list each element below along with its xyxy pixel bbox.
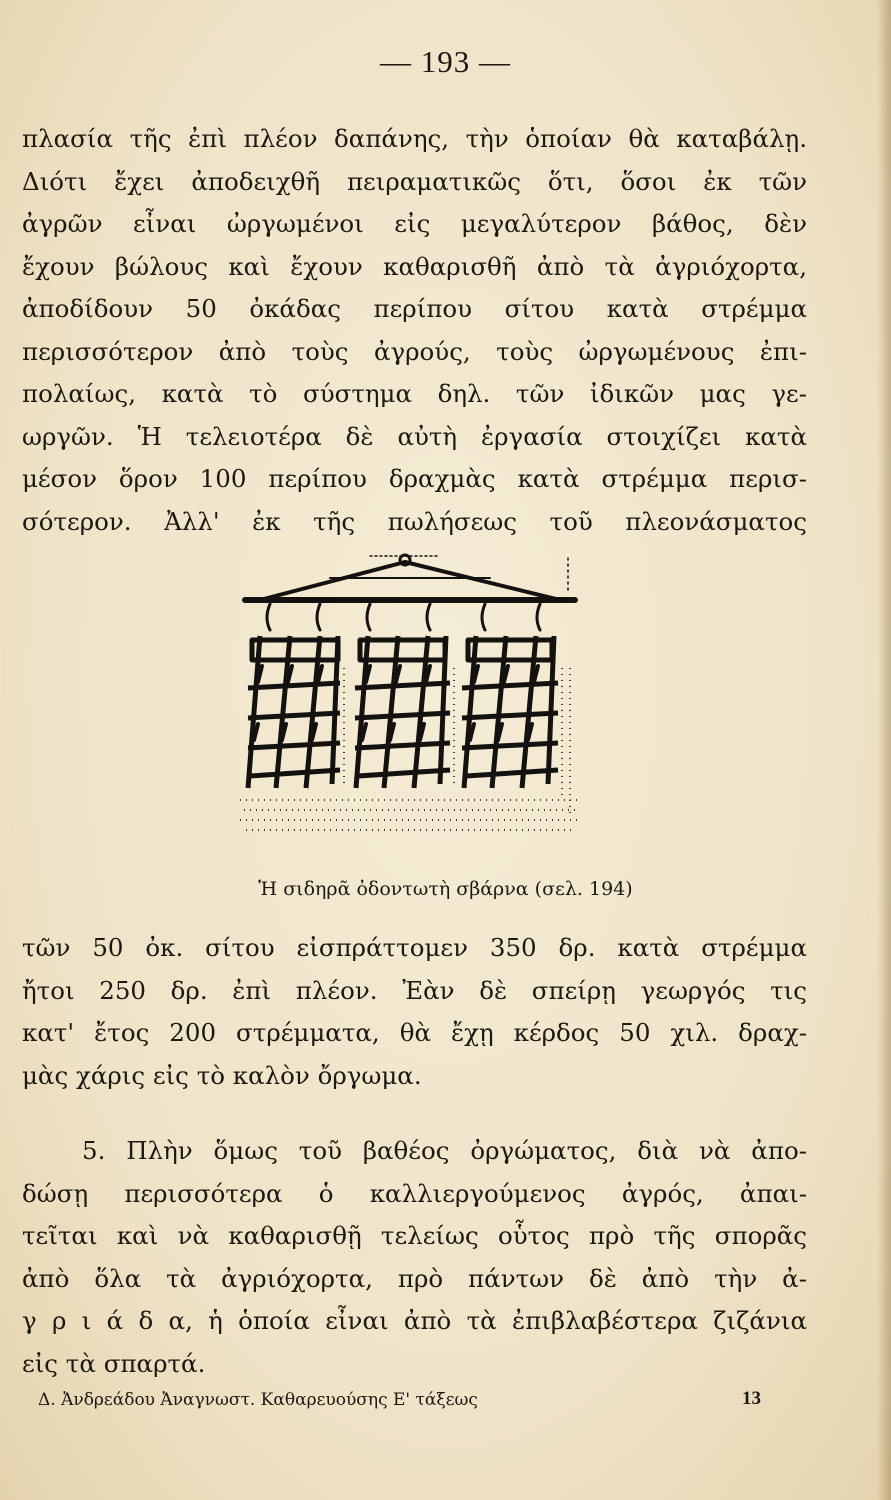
iron-toothed-harrow-illustration [240, 548, 585, 863]
text-line: ἀπὸ ὅλα τὰ ἀγριόχορτα, πρὸ πάντων δὲ ἀπὸ τὴν ἀ- [22, 1263, 807, 1293]
paragraph-1 [22, 118, 807, 543]
text-line: τεῖται καὶ νὰ καθαρισθῇ τελείως οὗτος πρὸ τῆς σπορᾶς [22, 1221, 807, 1250]
text-line: εἰς τὰ σπαρτά. [22, 1348, 206, 1378]
text-line: μὰς χάρις εἰς τὸ καλὸν ὄργωμα. [22, 1060, 422, 1090]
page-number: — 193 — [380, 44, 511, 79]
figure-caption: Ἡ σιδηρᾶ ὀδοντωτὴ σβάρνα (σελ. 194) [258, 878, 633, 900]
text-line: κατ' ἔτος 200 στρέμματα, θὰ ἔχῃ κέρδος 50 χιλ. δραχ- [22, 1018, 807, 1047]
text-line: μέσον ὅρον 100 περίπου δραχμὰς κατὰ στρέμμα περισ- [22, 464, 807, 493]
text-line: ωργῶν. Ἡ τελειοτέρα δὲ αὐτὴ ἐργασία στοιχίζει κατὰ [22, 421, 807, 451]
signature-mark: 13 [742, 1388, 761, 1409]
paragraph-3 [22, 1130, 807, 1385]
footer-book-title: Δ. Ἀνδρεάδου Ἀναγνωστ. Καθαρευούσης Ε' τάξεως [38, 1390, 478, 1410]
text-line: 5. Πλὴν ὅμως τοῦ βαθέος ὀργώματος, διὰ νὰ ἀπο- [82, 1136, 807, 1165]
text-line: ἔχουν βώλους καὶ ἔχουν καθαρισθῆ ἀπὸ τὰ ἀγριόχορτα, [22, 251, 807, 281]
text-line: πολαίως, κατὰ τὸ σύστημα δηλ. τῶν ἰδικῶν μας γε- [22, 379, 807, 408]
page-edge-shadow [877, 0, 891, 1500]
text-line: γ ρ ι ά δ α, ἡ ὁποία εἶναι ἀπὸ τὰ ἐπιβλαβέστερα ζιζάνια [22, 1306, 807, 1335]
text-line: ἀγρῶν εἶναι ὠργωμένοι εἰς μεγαλύτερον βάθος, δὲν [22, 209, 807, 238]
text-line: Διότι ἔχει ἀποδειχθῆ πειραματικῶς ὅτι, ὅσοι ἐκ τῶν [22, 166, 807, 196]
text-line: σότερον. Ἀλλ' ἐκ τῆς πωλήσεως τοῦ πλεονάσματος [22, 506, 807, 536]
text-line: περισσότερον ἀπὸ τοὺς ἀγρούς, τοὺς ὠργωμένους ἐπι- [22, 336, 807, 366]
text-line: πλασία τῆς ἐπὶ πλέον δαπάνης, τὴν ὁποίαν θὰ καταβάλῃ. [22, 124, 807, 153]
text-line: ἤτοι 250 δρ. ἐπὶ πλέον. Ἐὰν δὲ σπείρῃ γεωργός τις [22, 975, 807, 1005]
text-line: δώσῃ περισσότερα ὁ καλλιεργούμενος ἀγρός, ἀπαι- [22, 1178, 807, 1208]
paragraph-2 [22, 927, 807, 1097]
text-line: ἀποδίδουν 50 ὀκάδας περίπου σίτου κατὰ στρέμμα [22, 294, 807, 323]
text-line: τῶν 50 ὀκ. σίτου εἰσπράττομεν 350 δρ. κατὰ στρέμμα [22, 933, 807, 962]
